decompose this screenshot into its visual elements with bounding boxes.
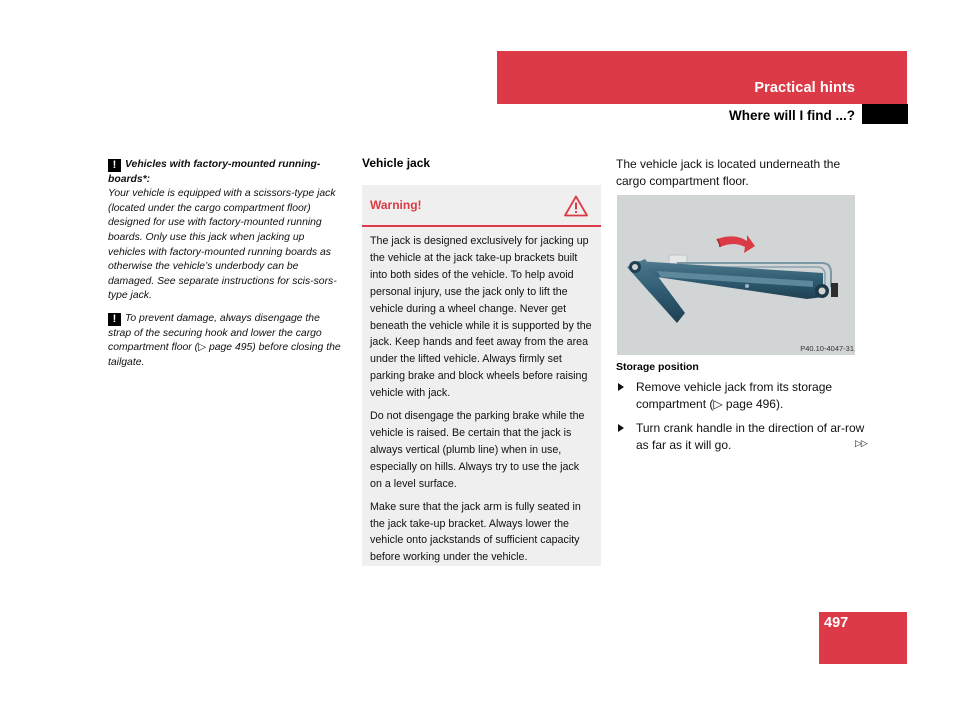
section-header-bar: [497, 51, 907, 104]
step-bullet-icon: [618, 383, 624, 391]
exclamation-icon: !: [108, 313, 121, 326]
note-body: Your vehicle is equipped with a scissors-type jack (located under the cargo compartment floor) designed for use with factory-mounted running boards. Only use this jack when jacking up vehicles with factory-mounted running boards as otherwise the vehicle’s underbody can be damaged. See separate instructions for scis-sors-type jack.: [108, 188, 337, 302]
image-caption: Storage position: [616, 361, 699, 373]
instruction-steps: [616, 379, 866, 461]
note-damage-running-boards: [108, 158, 344, 304]
section-title: Practical hints: [754, 80, 855, 96]
jack-storage-illustration: [617, 195, 855, 355]
warning-paragraph: Do not disengage the parking brake while the vehicle is raised. Be certain that the jack is always vertical (plumb line) when in use, especially on hills. Always try to use the jack on a level surface.: [370, 410, 585, 490]
step-text: Remove vehicle jack from its storage compartment (▷ page 496).: [636, 380, 833, 411]
section-tab-marker: [862, 104, 908, 124]
exclamation-icon: !: [108, 159, 121, 172]
note-body: To prevent damage, always disengage the strap of the securing hook and lower the cargo compartment floor (▷ page 495) before closing the tailgate.: [108, 312, 341, 368]
note-damage-tailgate: [108, 312, 344, 370]
page-number: 497: [824, 615, 849, 631]
continued-marker-icon: ▷▷: [855, 438, 867, 448]
subsection-title: Where will I find ...?: [728, 108, 855, 123]
jack-location-text: The vehicle jack is located underneath the cargo compartment floor.: [616, 157, 841, 188]
warning-box: [362, 185, 601, 566]
step-text: Turn crank handle in the direction of ar-row as far as it will go.: [636, 421, 865, 452]
warning-body: [362, 227, 601, 566]
instruction-step: [616, 420, 866, 454]
warning-paragraph: Make sure that the jack arm is fully seated in the jack take-up bracket. Always lower the vehicle onto jackstands of sufficient capacity before working under the vehicle.: [370, 500, 581, 564]
warning-title: Warning!: [370, 198, 422, 212]
left-notes-column: [108, 158, 344, 378]
step-bullet-icon: [618, 424, 624, 432]
vehicle-jack-illustration: [617, 195, 855, 355]
vehicle-jack-heading: Vehicle jack: [362, 156, 431, 170]
note-heading: Vehicles with factory-mounted running-boards*:: [108, 159, 321, 185]
image-reference-code: P40.10-4047-31: [800, 344, 854, 353]
warning-triangle-icon: [564, 195, 588, 217]
instruction-step: [616, 379, 866, 413]
warning-paragraph: The jack is designed exclusively for jacking up the vehicle at the jack take-up brackets built into both sides of the vehicle. To help avoid personal injury, use the jack only to lift the vehicle during a wheel change. Never get beneath the vehicle while it is supported by the jack. Keep hands and feet away from the area under the lifted vehicle. Always firmly set parking brake and block wheels before raising vehicle with jack.: [370, 235, 592, 400]
warning-header: [362, 185, 601, 227]
